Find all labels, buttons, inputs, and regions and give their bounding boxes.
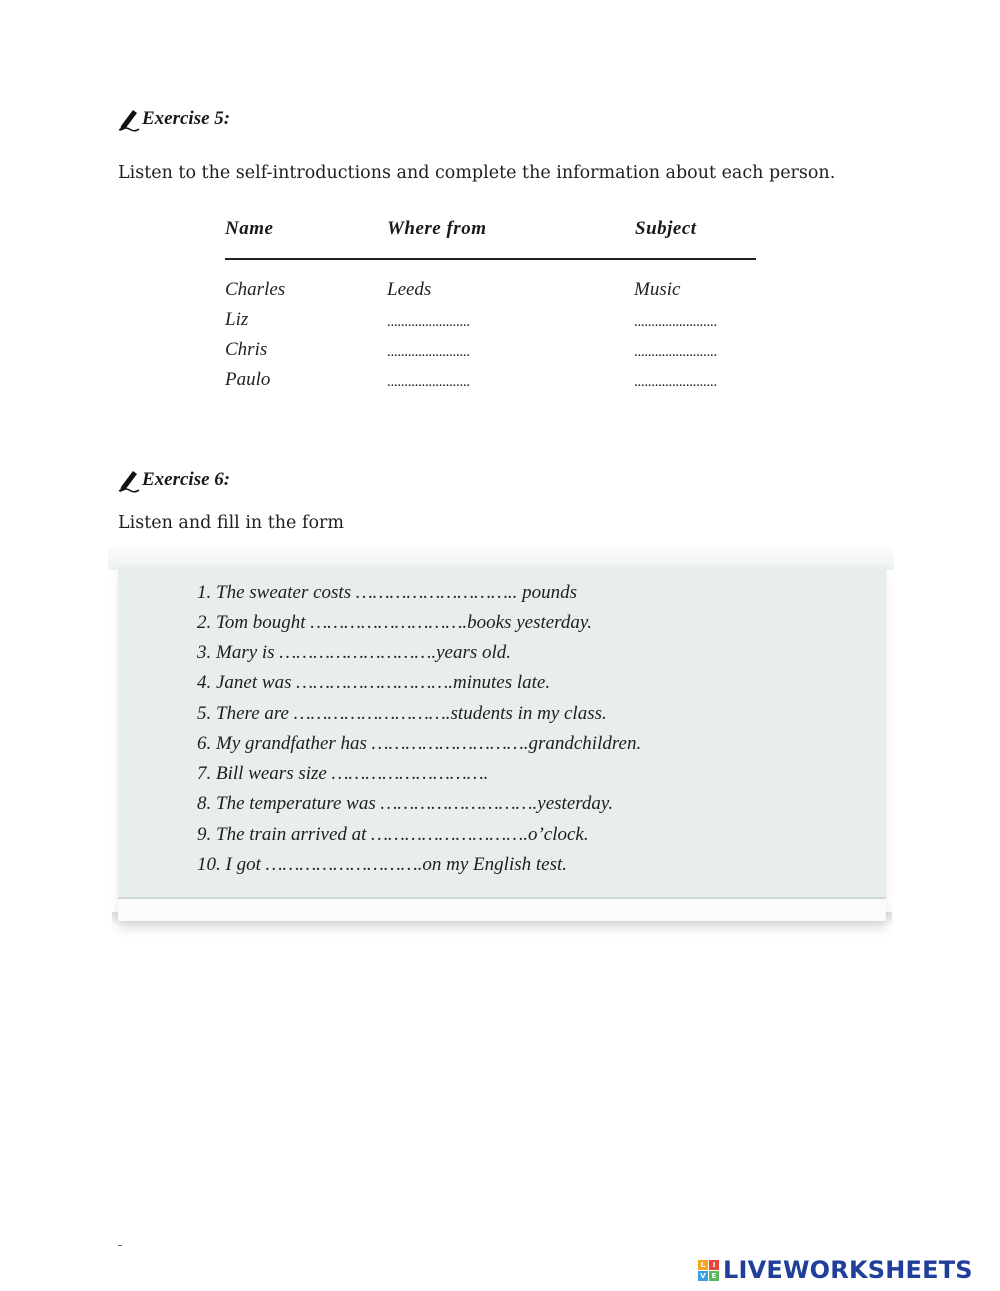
fill-in-line[interactable]: 9. The train arrived at ……………………….o’clock. (197, 824, 589, 845)
fill-in-line[interactable]: 10. I got ……………………….on my English test. (197, 854, 567, 875)
page-mark: - (118, 1238, 123, 1252)
exercise-6-title: Exercise 6: (142, 469, 231, 490)
fill-in-line[interactable]: 3. Mary is ……………………….years old. (197, 642, 512, 663)
fill-in-line[interactable]: 8. The temperature was ……………………….yesterday. (197, 793, 614, 814)
logo-cube: V (698, 1271, 708, 1281)
logo-cube: I (709, 1260, 719, 1270)
column-header-subject: Subject (635, 218, 697, 239)
column-header-where-from: Where from (387, 218, 487, 239)
logo-cubes-icon (698, 1260, 719, 1281)
table-cell-name: Chris (225, 339, 268, 360)
exercise-5-instruction: Listen to the self-introductions and complete the information about each person. (118, 163, 836, 183)
answer-blank-where-from[interactable]: ........................ (387, 344, 470, 360)
answer-blank-subject[interactable]: ........................ (634, 374, 717, 390)
table-cell-name: Liz (225, 309, 249, 330)
brand-name: LIVEWORKSHEETS (723, 1256, 973, 1284)
fill-in-line[interactable]: 5. There are ……………………….students in my class. (197, 703, 607, 724)
exercise-5-title: Exercise 5: (142, 108, 231, 129)
logo-cube: L (698, 1260, 708, 1270)
table-cell-name: Charles (225, 279, 286, 300)
answer-blank-subject[interactable]: ........................ (634, 314, 717, 330)
fill-in-line[interactable]: 6. My grandfather has ……………………….grandchildren. (197, 733, 642, 754)
answer-blank-subject[interactable]: ........................ (634, 344, 717, 360)
card-torn-bottom (118, 897, 886, 921)
exercise-6-instruction: Listen and fill in the form (118, 513, 344, 533)
table-cell-where-from: Leeds (387, 279, 432, 300)
column-header-name: Name (225, 218, 274, 239)
liveworksheets-logo[interactable] (698, 1256, 973, 1284)
logo-cube: E (709, 1271, 719, 1281)
exercise-5-heading (118, 106, 230, 132)
fill-in-line[interactable]: 7. Bill wears size ………………………. (197, 763, 489, 784)
pencil-icon (118, 106, 140, 132)
fill-in-line[interactable]: 1. The sweater costs ……………………….. pounds (197, 582, 578, 603)
fill-in-line[interactable]: 4. Janet was ……………………….minutes late. (197, 672, 551, 693)
pencil-icon (118, 467, 140, 493)
answer-blank-where-from[interactable]: ........................ (387, 374, 470, 390)
table-cell-name: Paulo (225, 369, 271, 390)
table-divider (225, 258, 756, 260)
answer-blank-where-from[interactable]: ........................ (387, 314, 470, 330)
table-cell-subject: Music (634, 279, 681, 300)
fill-in-line[interactable]: 2. Tom bought ……………………….books yesterday. (197, 612, 592, 633)
exercise-6-heading (118, 467, 230, 493)
